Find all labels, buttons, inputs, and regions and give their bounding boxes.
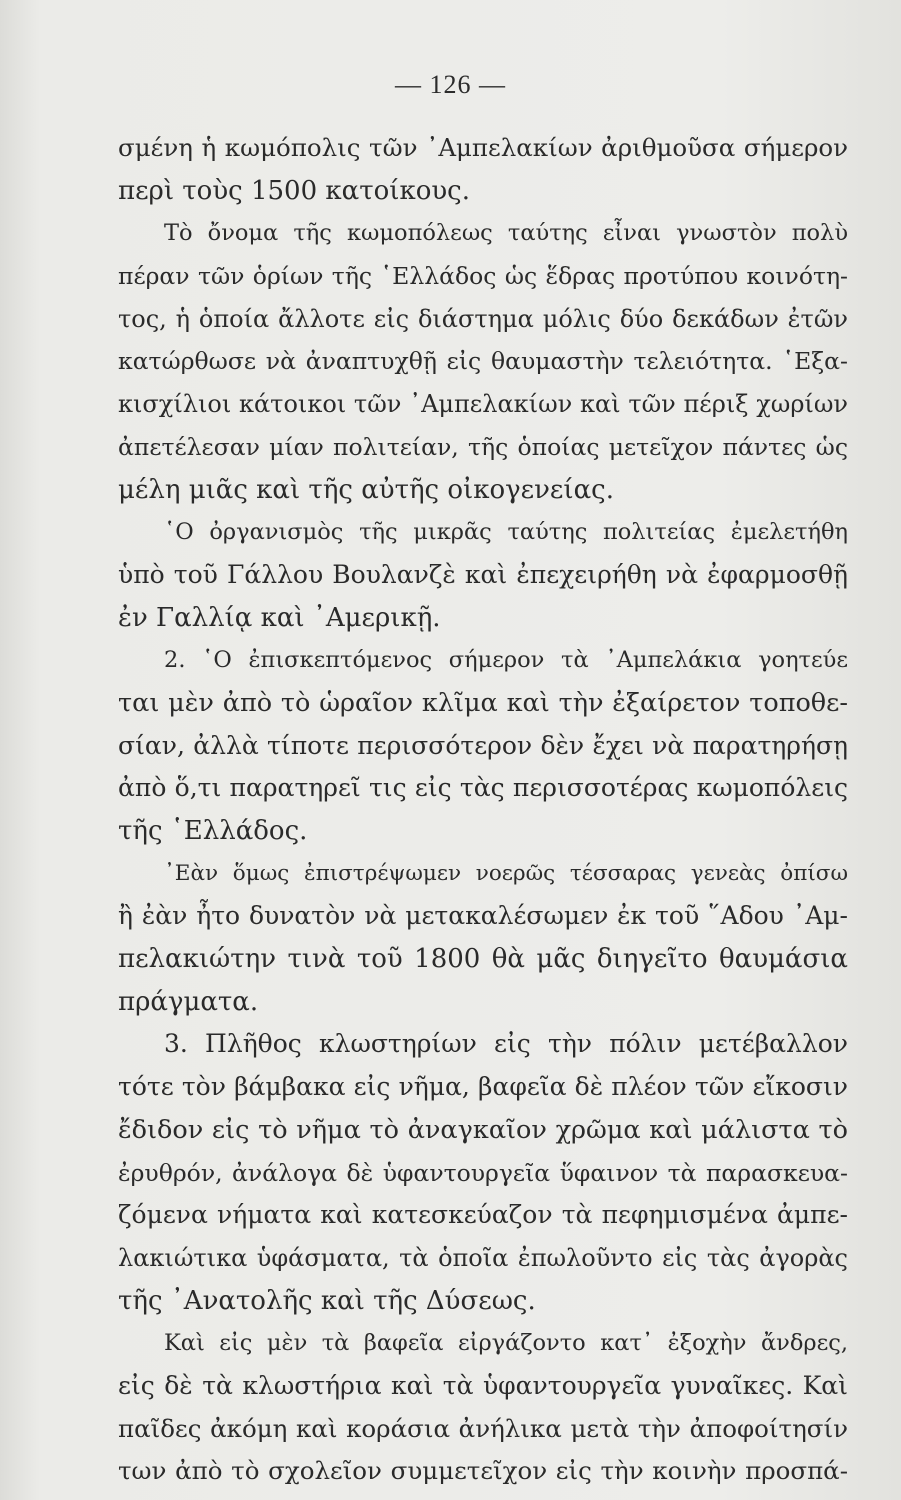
text-line: τῆς ᾿Ανατολῆς καὶ τῆς Δύσεως. <box>118 1285 536 1316</box>
text-line: πέραν τῶν ὁρίων τῆς ῾Ελλάδος ὡς ἕδρας προτύπου κοινότη- <box>118 262 848 291</box>
text-line: τότε τὸν βάμβακα εἰς νῆμα, βαφεῖα δὲ πλέον τῶν εἴκοσιν <box>118 1072 848 1102</box>
text-line: ται μὲν ἀπὸ τὸ ὡραῖον κλῖμα καὶ τὴν ἐξαίρετον τοποθε- <box>118 687 848 718</box>
text-line: ἢ ἐὰν ἦτο δυνατὸν νὰ μετακαλέσωμεν ἐκ τοῦ ῞Αδου ᾿Αμ- <box>118 901 848 931</box>
text-line: ἔδιδον εἰς τὸ νῆμα τὸ ἀναγκαῖον χρῶμα καὶ μάλιστα τὸ <box>118 1114 848 1145</box>
body-text <box>118 127 848 1493</box>
text-line: ῾Ο ὀργανισμὸς τῆς μικρᾶς ταύτης πολιτείας ἐμελετήθη <box>164 519 848 546</box>
text-line: μέλη μιᾶς καὶ τῆς αὐτῆς οἰκογενείας. <box>118 474 614 505</box>
text-line: ᾿Εὰν ὅμως ἐπιστρέψωμεν νοερῶς τέσσαρας γενεὰς ὀπίσω <box>164 860 848 886</box>
text-line: 3. Πλῆθος κλωστηρίων εἰς τὴν πόλιν μετέβαλλον <box>164 1029 848 1059</box>
text-line: πελακιώτην τινὰ τοῦ 1800 θὰ μᾶς διηγεῖτο θαυμάσια <box>118 944 848 975</box>
text-line: ἀπετέλεσαν μίαν πολιτείαν, τῆς ὁποίας μετεῖχον πάντες ὡς <box>118 432 848 461</box>
text-line: λακιώτικα ὑφάσματα, τὰ ὁποῖα ἐπωλοῦντο εἰς τὰς ἀγορὰς <box>118 1243 848 1272</box>
text-line: σίαν, ἀλλὰ τίποτε περισσότερον δὲν ἔχει νὰ παρατηρήσῃ <box>118 730 848 760</box>
text-line: εἰς δὲ τὰ κλωστήρια καὶ τὰ ὑφαντουργεῖα γυναῖκες. Καὶ <box>118 1370 848 1400</box>
text-line: ζόμενα νήματα καὶ κατεσκεύαζον τὰ πεφημισμένα ἀμπε- <box>118 1200 848 1230</box>
text-line: Τὸ ὄνομα τῆς κωμοπόλεως ταύτης εἶναι γνωστὸν πολὺ <box>164 220 848 247</box>
text-line: σμένη ἡ κωμόπολις τῶν ᾿Αμπελακίων ἀριθμοῦσα σήμερον <box>118 133 848 162</box>
text-line: κισχίλιοι κάτοικοι τῶν ᾿Αμπελακίων καὶ τῶν πέριξ χωρίων <box>118 390 848 419</box>
text-line: περὶ τοὺς 1500 κατοίκους. <box>118 175 470 206</box>
text-line: των ἀπὸ τὸ σχολεῖον συμμετεῖχον εἰς τὴν κοινὴν προσπά- <box>118 1456 848 1486</box>
text-line: τος, ἡ ὁποία ἄλλοτε εἰς διάστημα μόλις δύο δεκάδων ἐτῶν <box>118 304 848 333</box>
text-line: ὑπὸ τοῦ Γάλλου Βουλανζὲ καὶ ἐπεχειρήθη νὰ ἐφαρμοσθῇ <box>118 559 848 589</box>
text-line: τῆς ῾Ελλάδος. <box>118 816 308 846</box>
text-line: ἐρυθρόν, ἀνάλογα δὲ ὑφαντουργεῖα ὕφαινον τὰ παρασκευα- <box>118 1158 848 1187</box>
text-line: 2. ῾Ο ἐπισκεπτόμενος σήμερον τὰ ᾿Αμπελάκια γοητεύε <box>164 647 848 674</box>
text-line: ἐν Γαλλίᾳ καὶ ᾿Αμερικῇ. <box>118 602 441 633</box>
page-number: — 126 — <box>395 70 506 99</box>
text-line: κατώρθωσε νὰ ἀναπτυχθῇ εἰς θαυμαστὴν τελειότητα. ῾Εξα- <box>118 347 848 376</box>
text-line: παῖδες ἀκόμη καὶ κοράσια ἀνήλικα μετὰ τὴν ἀποφοίτησίν <box>118 1413 848 1443</box>
text-line: ἀπὸ ὅ,τι παρατηρεῖ τις εἰς τὰς περισσοτέρας κωμοπόλεις <box>118 773 848 803</box>
text-line: πράγματα. <box>118 986 259 1017</box>
text-line: Καὶ εἰς μὲν τὰ βαφεῖα εἰργάζοντο κατ᾿ ἐξοχὴν ἄνδρες, <box>164 1330 848 1357</box>
